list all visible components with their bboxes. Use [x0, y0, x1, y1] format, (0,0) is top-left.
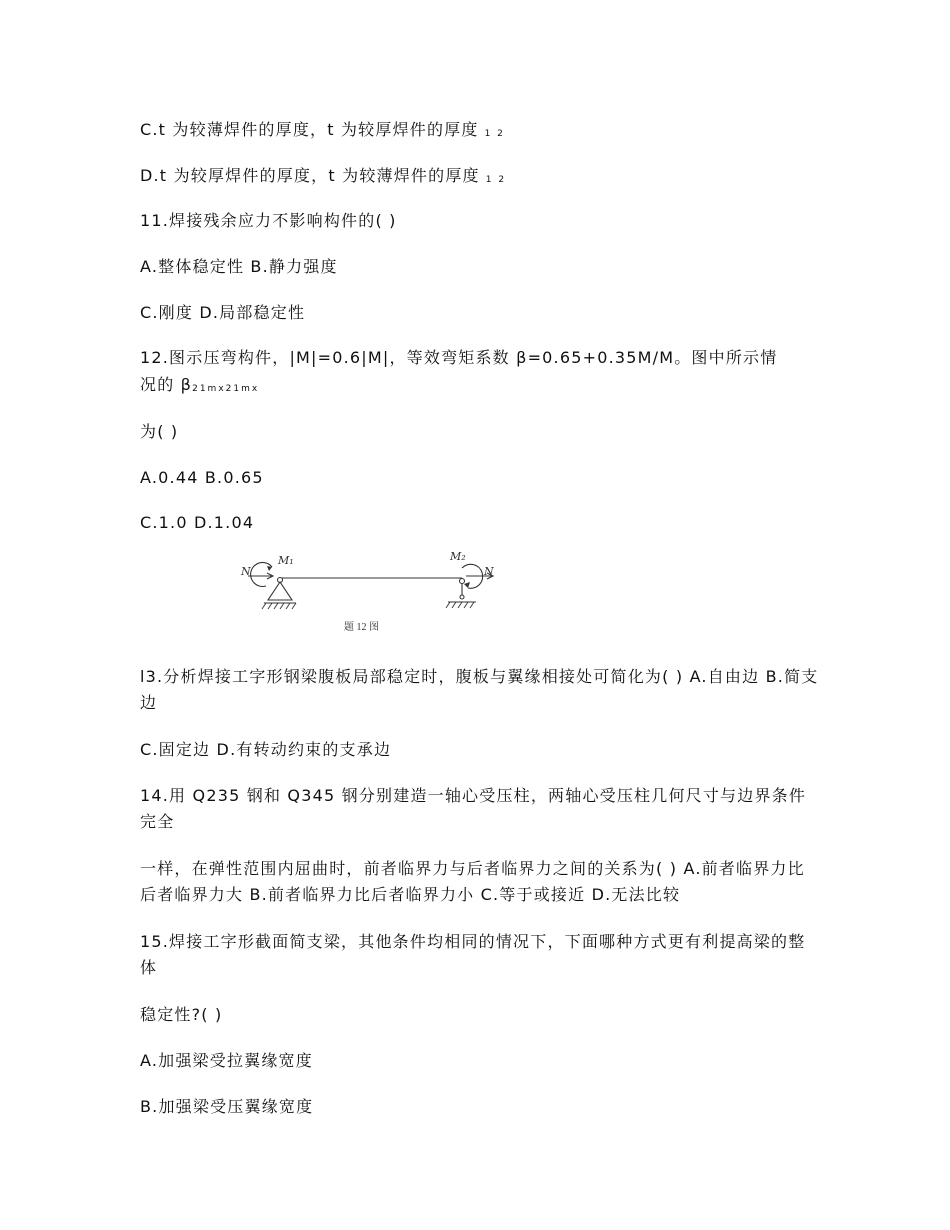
label-n-right: N	[484, 565, 494, 578]
figure-caption: 题 12 图	[344, 622, 379, 633]
option-d-line	[140, 163, 820, 193]
label-m1: M₁	[278, 554, 294, 567]
question-11-options-ab: A.整体稳定性 B.静力强度	[140, 257, 338, 276]
right-moment-arrowhead	[464, 582, 470, 588]
question-12-beta: 况的 β	[140, 375, 193, 394]
right-pin	[460, 579, 465, 584]
question-13-options-cd: C.固定边 D.有转动约束的支承边	[140, 740, 392, 759]
beam-figure	[236, 548, 498, 640]
option-c-line	[140, 117, 820, 147]
question-15-continued: 稳定性?( )	[140, 1005, 223, 1024]
question-12-line-3: 为( )	[140, 422, 179, 441]
label-n-left: N	[241, 565, 251, 578]
option-c-subscript: 1 2	[484, 129, 505, 139]
question-12-options-cd: C.1.0 D.1.04	[140, 513, 255, 532]
question-13: l3.分析焊接工字形钢梁腹板局部稳定时，腹板与翼缘相接处可简化为( ) A.自由边 B.简支边	[140, 667, 819, 712]
question-12-subscript: 21mx21mx	[192, 384, 260, 394]
question-14: 14.用 Q235 钢和 Q345 钢分别建造一轴心受压柱，两轴心受压柱几何尺寸与边界条件完全	[140, 786, 807, 831]
question-15-option-a: A.加强梁受拉翼缘宽度	[140, 1051, 313, 1070]
right-roller	[460, 595, 464, 599]
left-support-triangle	[268, 582, 292, 600]
question-15-option-b: B.加强梁受压翼缘宽度	[140, 1097, 314, 1116]
question-11-options-cd: C.刚度 D.局部稳定性	[140, 303, 306, 322]
option-d-text: D.t 为较厚焊件的厚度，t 为较薄焊件的厚度	[140, 166, 480, 185]
question-12-options-ab: A.0.44 B.0.65	[140, 468, 264, 487]
label-m2: M₂	[450, 550, 466, 563]
option-c-text: C.t 为较薄焊件的厚度，t 为较厚焊件的厚度	[140, 120, 479, 139]
question-12-line-1: 12.图示压弯构件，|M|=0.6|M|，等效弯矩系数 β=0.65+0.35M/M。图中所示情	[140, 348, 778, 367]
question-11: 11.焊接残余应力不影响构件的( )	[140, 211, 397, 230]
question-15: 15.焊接工字形截面简支梁，其他条件均相同的情况下，下面哪种方式更有利提高梁的整体	[140, 932, 806, 977]
question-12-line-2	[140, 372, 820, 402]
question-14-continued: 一样，在弹性范围内屈曲时，前者临界力与后者临界力之间的关系为( ) A.前者临界力比后者临界力大 B.前者临界力比后者临界力小 C.等于或接近 D.无法比较	[140, 859, 805, 904]
option-d-subscript: 1 2	[485, 175, 507, 185]
